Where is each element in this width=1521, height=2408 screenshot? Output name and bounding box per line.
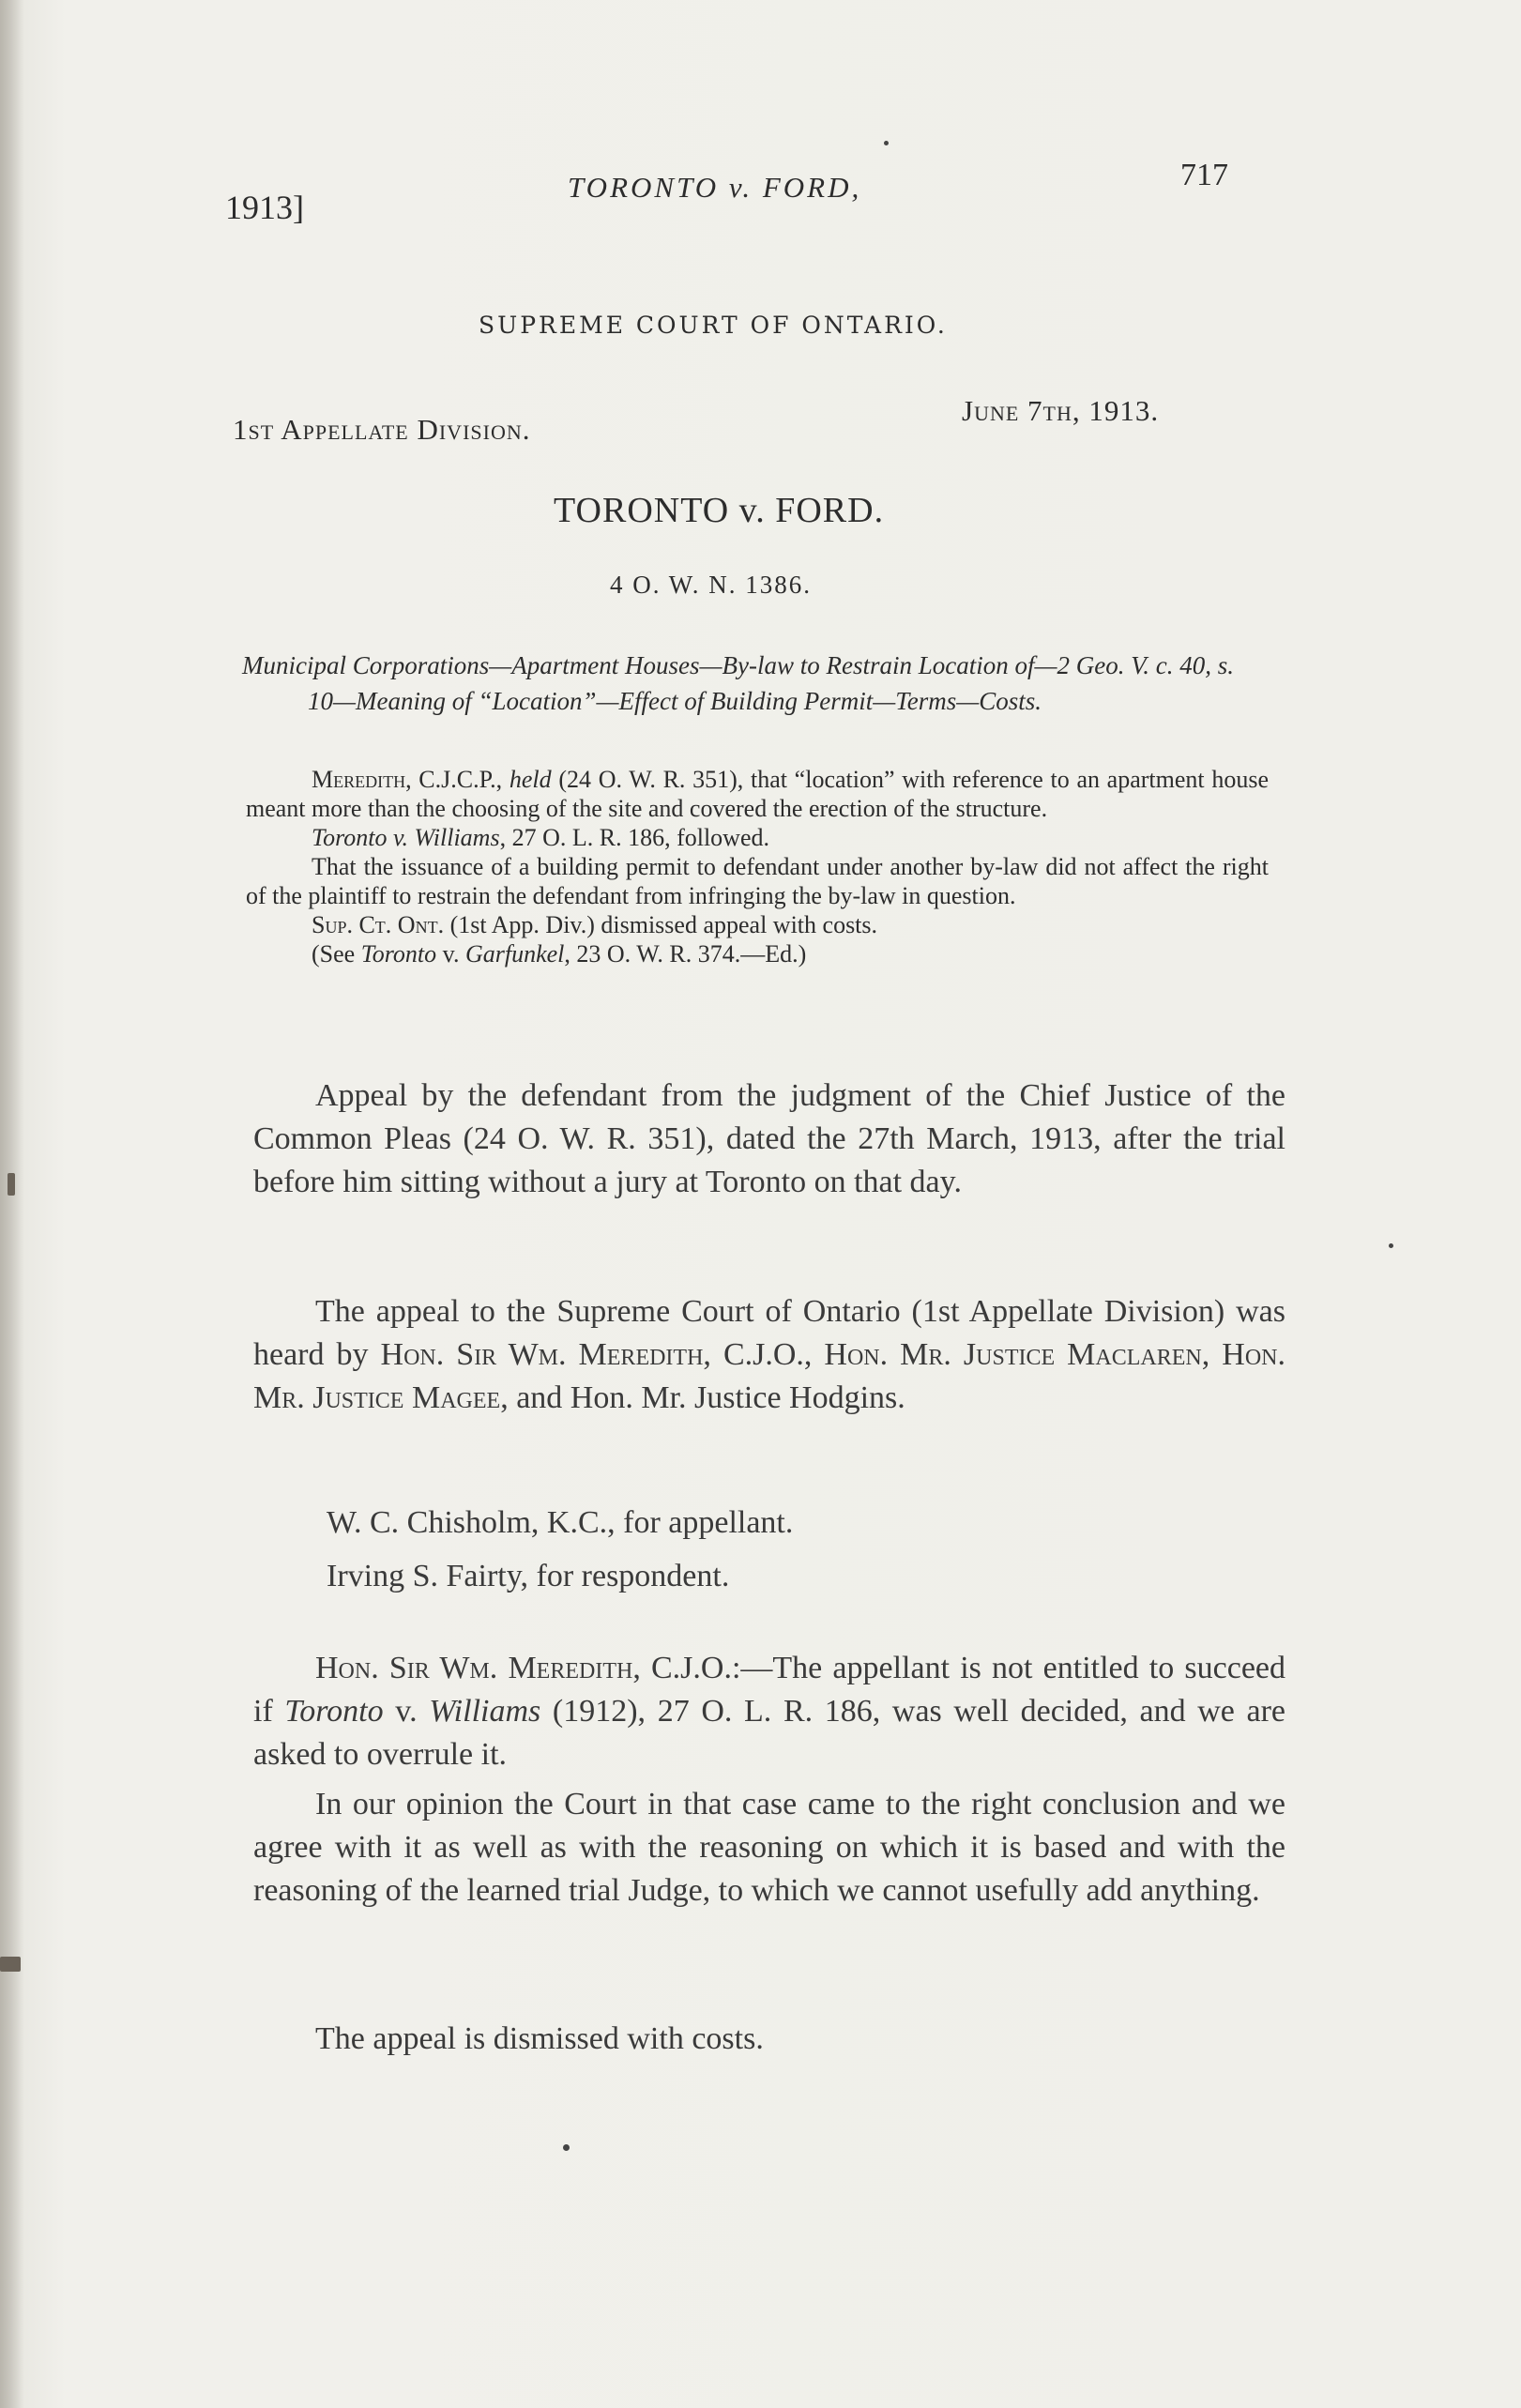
summary-line: (See Toronto v. Garfunkel, 23 O. W. R. 374.—Ed.) xyxy=(312,940,807,968)
page-number: 717 xyxy=(1180,158,1228,192)
running-head-title: TORONTO v. FORD, xyxy=(568,171,862,204)
decision-date: June 7th, 1913. xyxy=(962,394,1160,427)
running-head-year: 1913] xyxy=(225,189,304,226)
case-citation: 4 O. W. N. 1386. xyxy=(610,571,813,599)
paragraph-appeal: Appeal by the defendant from the judgment of the Chief Justice of the Common Pleas (24 O. W. R. 351), dated the 27th March, 1913, after the trial before him sitting without a jury at Toronto on that day. xyxy=(253,1078,1285,1199)
court-name: SUPREME COURT OF ONTARIO. xyxy=(479,312,948,339)
ink-speck xyxy=(1389,1243,1393,1248)
summary-line: Sup. Ct. Ont. (1st App. Div.) dismissed appeal with costs. xyxy=(312,911,878,938)
page-edge-mark xyxy=(0,1957,21,1972)
summary-line: Meredith, C.J.C.P., held (24 O. W. R. 351), that “location” with reference to an apartment house meant more than the choosing of the site and covered the erection of the structure. xyxy=(246,766,1269,822)
headnote-summary xyxy=(246,765,1269,968)
division: 1st Appellate Division. xyxy=(233,413,531,446)
summary-line: Toronto v. Williams, 27 O. L. R. 186, followed. xyxy=(312,824,769,851)
paragraph-dismissed: The appeal is dismissed with costs. xyxy=(315,2021,764,2056)
binding-shadow xyxy=(0,0,24,2408)
case-title: TORONTO v. FORD. xyxy=(554,491,885,530)
summary-line: That the issuance of a building permit to defendant under another by-law did not affect the right of the plaintiff to restrain the defendant from infringing the by-law in question. xyxy=(246,853,1269,909)
paragraph-judgment: Hon. Sir Wm. Meredith, C.J.O.:—The appellant is not entitled to succeed if Toronto v. Williams (1912), 27 O. L. R. 186, was well decided, and we are asked to overrule it. xyxy=(253,1651,1286,1772)
ink-speck xyxy=(884,141,889,145)
paragraph-hearing: The appeal to the Supreme Court of Ontario (1st Appellate Division) was heard by Hon. Sir Wm. Meredith, C.J.O., Hon. Mr. Justice Maclaren, Hon. Mr. Justice Magee, and Hon. Mr. Justice Hodgins. xyxy=(253,1294,1285,1415)
catchwords: Municipal Corporations—Apartment Houses—By-law to Restrain Location of—2 Geo. V. c. 40, s. 10—Meaning of “Location”—Effect of Building Permit—Terms—Costs. xyxy=(242,651,1234,715)
counsel-respondent: Irving S. Fairty, for respondent. xyxy=(327,1559,730,1593)
page-edge-mark xyxy=(8,1173,15,1196)
paragraph-opinion: In our opinion the Court in that case came to the right conclusion and we agree with it as well as with the reasoning on which it is based and with the reasoning of the learned trial Judge, to which we cannot usefully add anything. xyxy=(253,1787,1285,1908)
counsel-appellant: W. C. Chisholm, K.C., for appellant. xyxy=(327,1505,794,1540)
ink-speck xyxy=(563,2144,570,2151)
